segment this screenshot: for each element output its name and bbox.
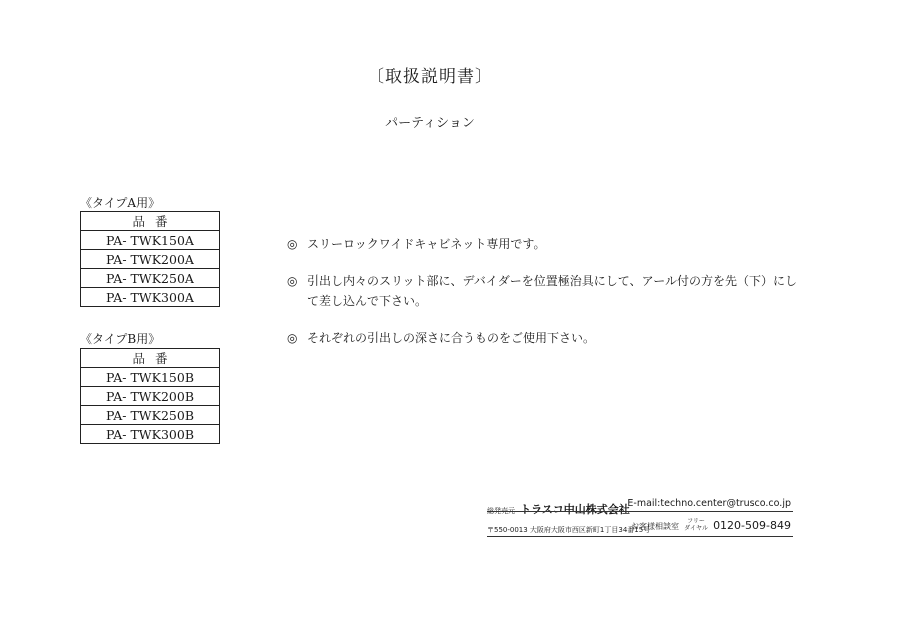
document-title: 〔取扱説明書〕	[367, 67, 493, 87]
type-a-table	[80, 211, 220, 307]
type-a-header: 品番	[81, 212, 220, 231]
email-address: E-mail:techno.center@trusco.co.jp	[627, 498, 791, 509]
company-address: 〒550-0013 大阪府大阪市西区新町1丁目34番15号	[487, 526, 651, 534]
double-circle-icon: ◎	[287, 237, 298, 251]
table-row: PA- TWK300B	[81, 425, 220, 444]
note-text: 引出し内々のスリット部に、デバイダーを位置極治具にして、アール付の方を先（下）にして差し込んで下さい。	[307, 274, 797, 308]
company-name: トラスコ中山株式会社	[520, 503, 630, 516]
footer-divider	[487, 536, 793, 537]
type-b-header: 品番	[81, 349, 220, 368]
consult-label: お客様相談室	[631, 522, 680, 531]
note-item	[287, 271, 807, 311]
type-b-label: 《タイプB用》	[80, 332, 161, 346]
phone-number: 0120-509-849	[713, 519, 791, 532]
table-row: PA- TWK250B	[81, 406, 220, 425]
type-b-table	[80, 348, 220, 444]
distributor-label: 総発売元	[487, 507, 515, 515]
note-item	[287, 234, 807, 254]
table-row: PA- TWK200A	[81, 250, 220, 269]
double-circle-icon: ◎	[287, 331, 298, 345]
note-text: スリーロックワイドキャビネット専用です。	[307, 237, 546, 251]
footer-address-row	[487, 517, 793, 536]
table-row: PA- TWK150B	[81, 368, 220, 387]
double-circle-icon: ◎	[287, 274, 298, 288]
note-item	[287, 328, 807, 348]
type-a-label: 《タイプA用》	[80, 196, 161, 210]
footer-divider	[487, 511, 793, 512]
instruction-notes	[287, 234, 807, 348]
document-subtitle: パーティション	[385, 116, 475, 131]
note-text: それぞれの引出しの深さに合うものをご使用下さい。	[307, 331, 596, 345]
table-row: PA- TWK250A	[81, 269, 220, 288]
table-row: PA- TWK150A	[81, 231, 220, 250]
table-row: PA- TWK200B	[81, 387, 220, 406]
free-dial-label: フリー ダイヤル	[684, 517, 708, 532]
consult-group	[631, 514, 791, 533]
table-row: PA- TWK300A	[81, 288, 220, 307]
